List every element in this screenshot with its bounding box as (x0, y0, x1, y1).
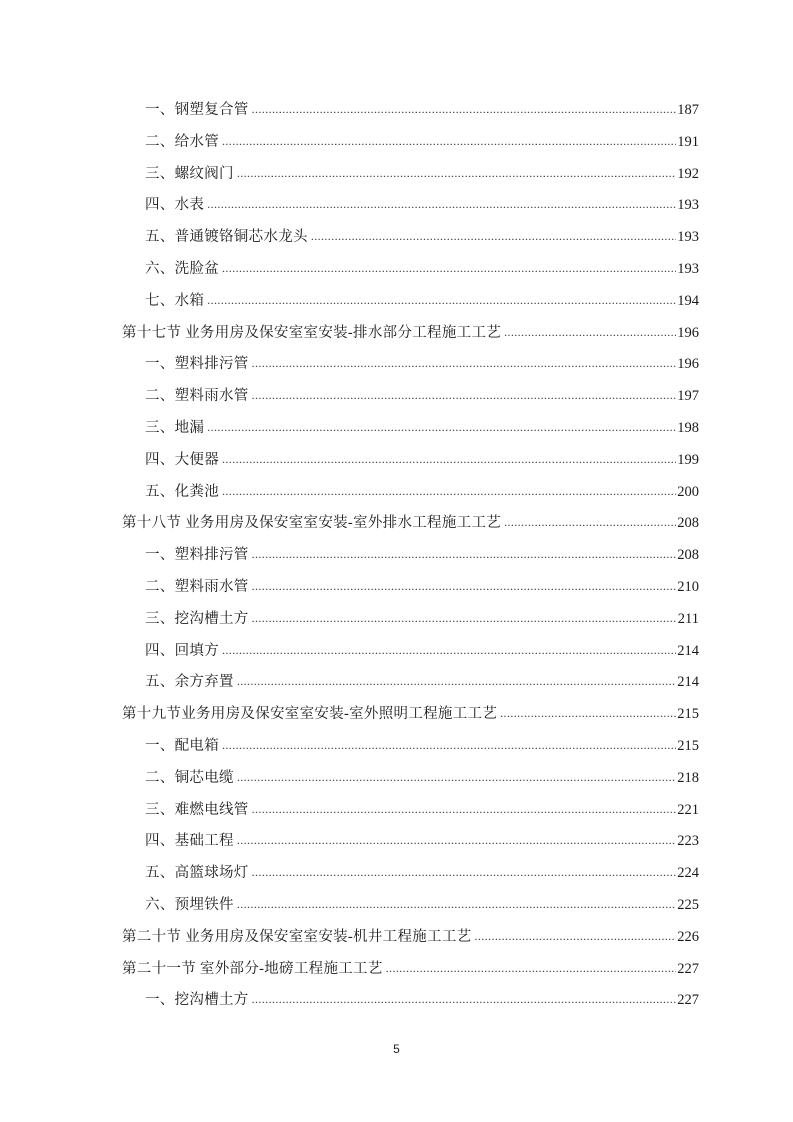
dot-leader (252, 797, 677, 821)
toc-entry-page: 210 (677, 578, 699, 595)
toc-subsection-entry[interactable] (122, 98, 699, 130)
dot-leader (222, 479, 676, 503)
toc-entry-page: 227 (677, 960, 699, 977)
toc-subsection-entry[interactable] (122, 829, 699, 861)
toc-entry-title: 一、塑料排污管 (145, 356, 249, 373)
toc-entry-title: 二、塑料雨水管 (145, 388, 249, 405)
toc-entry-title: 三、地漏 (145, 419, 205, 436)
dot-leader (237, 828, 676, 852)
toc-subsection-entry[interactable] (122, 639, 699, 671)
dot-leader (222, 129, 676, 153)
dot-leader (237, 765, 676, 789)
toc-entry-page: 221 (677, 801, 699, 818)
dot-leader (252, 351, 677, 375)
toc-section-entry[interactable] (122, 321, 699, 353)
toc-entry-title: 七、水箱 (145, 292, 205, 309)
dot-leader (207, 192, 676, 216)
toc-entry-page: 193 (677, 229, 699, 246)
toc-entry-title: 六、洗脸盆 (145, 260, 219, 277)
dot-leader (222, 447, 676, 471)
dot-leader (474, 924, 676, 948)
toc-entry-title: 第二十一节 室外部分-地磅工程施工工艺 (122, 960, 383, 977)
toc-section-entry[interactable] (122, 957, 699, 989)
toc-entry-title: 二、给水管 (145, 133, 219, 150)
toc-entry-title: 六、预埋铁件 (145, 896, 234, 913)
toc-entry-title: 第十八节 业务用房及保安室室安装-室外排水工程施工工艺 (122, 515, 502, 532)
table-of-contents (122, 98, 699, 1020)
toc-subsection-entry[interactable] (122, 798, 699, 830)
dot-leader (500, 701, 676, 725)
toc-entry-title: 一、塑料排污管 (145, 547, 249, 564)
toc-subsection-entry[interactable] (122, 193, 699, 225)
dot-leader (386, 956, 677, 980)
toc-section-entry[interactable] (122, 925, 699, 957)
dot-leader (222, 638, 676, 662)
toc-entry-page: 198 (677, 419, 699, 436)
dot-leader (252, 383, 677, 407)
toc-entry-page: 208 (677, 547, 699, 564)
dot-leader (252, 606, 677, 630)
toc-entry-title: 五、普通镀铬铜芯水龙头 (145, 229, 308, 246)
toc-entry-page: 194 (677, 292, 699, 309)
toc-entry-page: 196 (677, 324, 699, 341)
dot-leader (504, 320, 676, 344)
toc-entry-page: 193 (677, 197, 699, 214)
dot-leader (252, 860, 677, 884)
dot-leader (504, 510, 676, 534)
toc-entry-title: 五、化粪池 (145, 483, 219, 500)
toc-entry-page: 196 (677, 356, 699, 373)
toc-subsection-entry[interactable] (122, 480, 699, 512)
toc-entry-title: 一、钢塑复合管 (145, 102, 249, 118)
toc-section-entry[interactable] (122, 511, 699, 543)
toc-entry-page: 208 (677, 515, 699, 532)
toc-entry-page: 226 (677, 928, 699, 945)
toc-subsection-entry[interactable] (122, 893, 699, 925)
dot-leader (237, 669, 676, 693)
toc-entry-page: 215 (677, 737, 699, 754)
toc-entry-title: 三、挖沟槽土方 (145, 610, 249, 627)
toc-entry-page: 215 (677, 706, 699, 723)
toc-subsection-entry[interactable] (122, 448, 699, 480)
dot-leader (237, 892, 676, 916)
toc-subsection-entry[interactable] (122, 416, 699, 448)
dot-leader (252, 987, 677, 1011)
dot-leader (311, 224, 676, 248)
toc-entry-page: 214 (677, 674, 699, 691)
toc-subsection-entry[interactable] (122, 257, 699, 289)
toc-entry-title: 二、铜芯电缆 (145, 769, 234, 786)
toc-entry-page: 200 (677, 483, 699, 500)
toc-subsection-entry[interactable] (122, 130, 699, 162)
toc-subsection-entry[interactable] (122, 543, 699, 575)
toc-entry-page: 225 (677, 896, 699, 913)
dot-leader (222, 733, 676, 757)
toc-entry-title: 三、螺纹阀门 (145, 165, 234, 182)
toc-entry-title: 第十七节 业务用房及保安室室安装-排水部分工程施工工艺 (122, 324, 502, 341)
toc-entry-title: 四、水表 (145, 197, 205, 214)
toc-subsection-entry[interactable] (122, 861, 699, 893)
toc-subsection-entry[interactable] (122, 162, 699, 194)
toc-entry-page: 191 (677, 133, 699, 150)
toc-subsection-entry[interactable] (122, 670, 699, 702)
toc-subsection-entry[interactable] (122, 575, 699, 607)
dot-leader (252, 542, 677, 566)
toc-entry-page: 187 (677, 102, 699, 118)
toc-entry-title: 四、大便器 (145, 451, 219, 468)
dot-leader (252, 574, 677, 598)
toc-entry-page: 223 (677, 833, 699, 850)
toc-entry-title: 五、余方弃置 (145, 674, 234, 691)
toc-entry-title: 四、回填方 (145, 642, 219, 659)
toc-subsection-entry[interactable] (122, 766, 699, 798)
toc-entry-page: 214 (677, 642, 699, 659)
toc-subsection-entry[interactable] (122, 734, 699, 766)
toc-entry-page: 197 (677, 388, 699, 405)
dot-leader (207, 415, 676, 439)
dot-leader (222, 256, 676, 280)
toc-entry-title: 第二十节 业务用房及保安室室安装-机井工程施工工艺 (122, 928, 472, 945)
toc-entry-page: 193 (677, 260, 699, 277)
toc-entry-page: 224 (677, 865, 699, 882)
toc-entry-page: 227 (677, 992, 699, 1009)
toc-entry-title: 二、塑料雨水管 (145, 578, 249, 595)
page-number: 5 (393, 1042, 400, 1056)
toc-subsection-entry[interactable] (122, 607, 699, 639)
dot-leader (207, 288, 676, 312)
toc-entry-title: 四、基础工程 (145, 833, 234, 850)
toc-entry-title: 一、挖沟槽土方 (145, 992, 249, 1009)
toc-subsection-entry[interactable] (122, 289, 699, 321)
dot-leader (237, 161, 676, 185)
toc-entry-page: 211 (677, 610, 699, 627)
toc-subsection-entry[interactable] (122, 352, 699, 384)
toc-entry-page: 192 (677, 165, 699, 182)
dot-leader (252, 97, 677, 121)
toc-entry-title: 第十九节业务用房及保安室室安装-室外照明工程施工工艺 (122, 706, 498, 723)
toc-subsection-entry[interactable] (122, 225, 699, 257)
toc-entry-page: 199 (677, 451, 699, 468)
toc-subsection-entry[interactable] (122, 988, 699, 1020)
toc-entry-title: 一、配电箱 (145, 737, 219, 754)
toc-subsection-entry[interactable] (122, 384, 699, 416)
toc-entry-title: 三、难燃电线管 (145, 801, 249, 818)
toc-section-entry[interactable] (122, 702, 699, 734)
toc-entry-page: 218 (677, 769, 699, 786)
toc-entry-title: 五、高篮球场灯 (145, 865, 249, 882)
